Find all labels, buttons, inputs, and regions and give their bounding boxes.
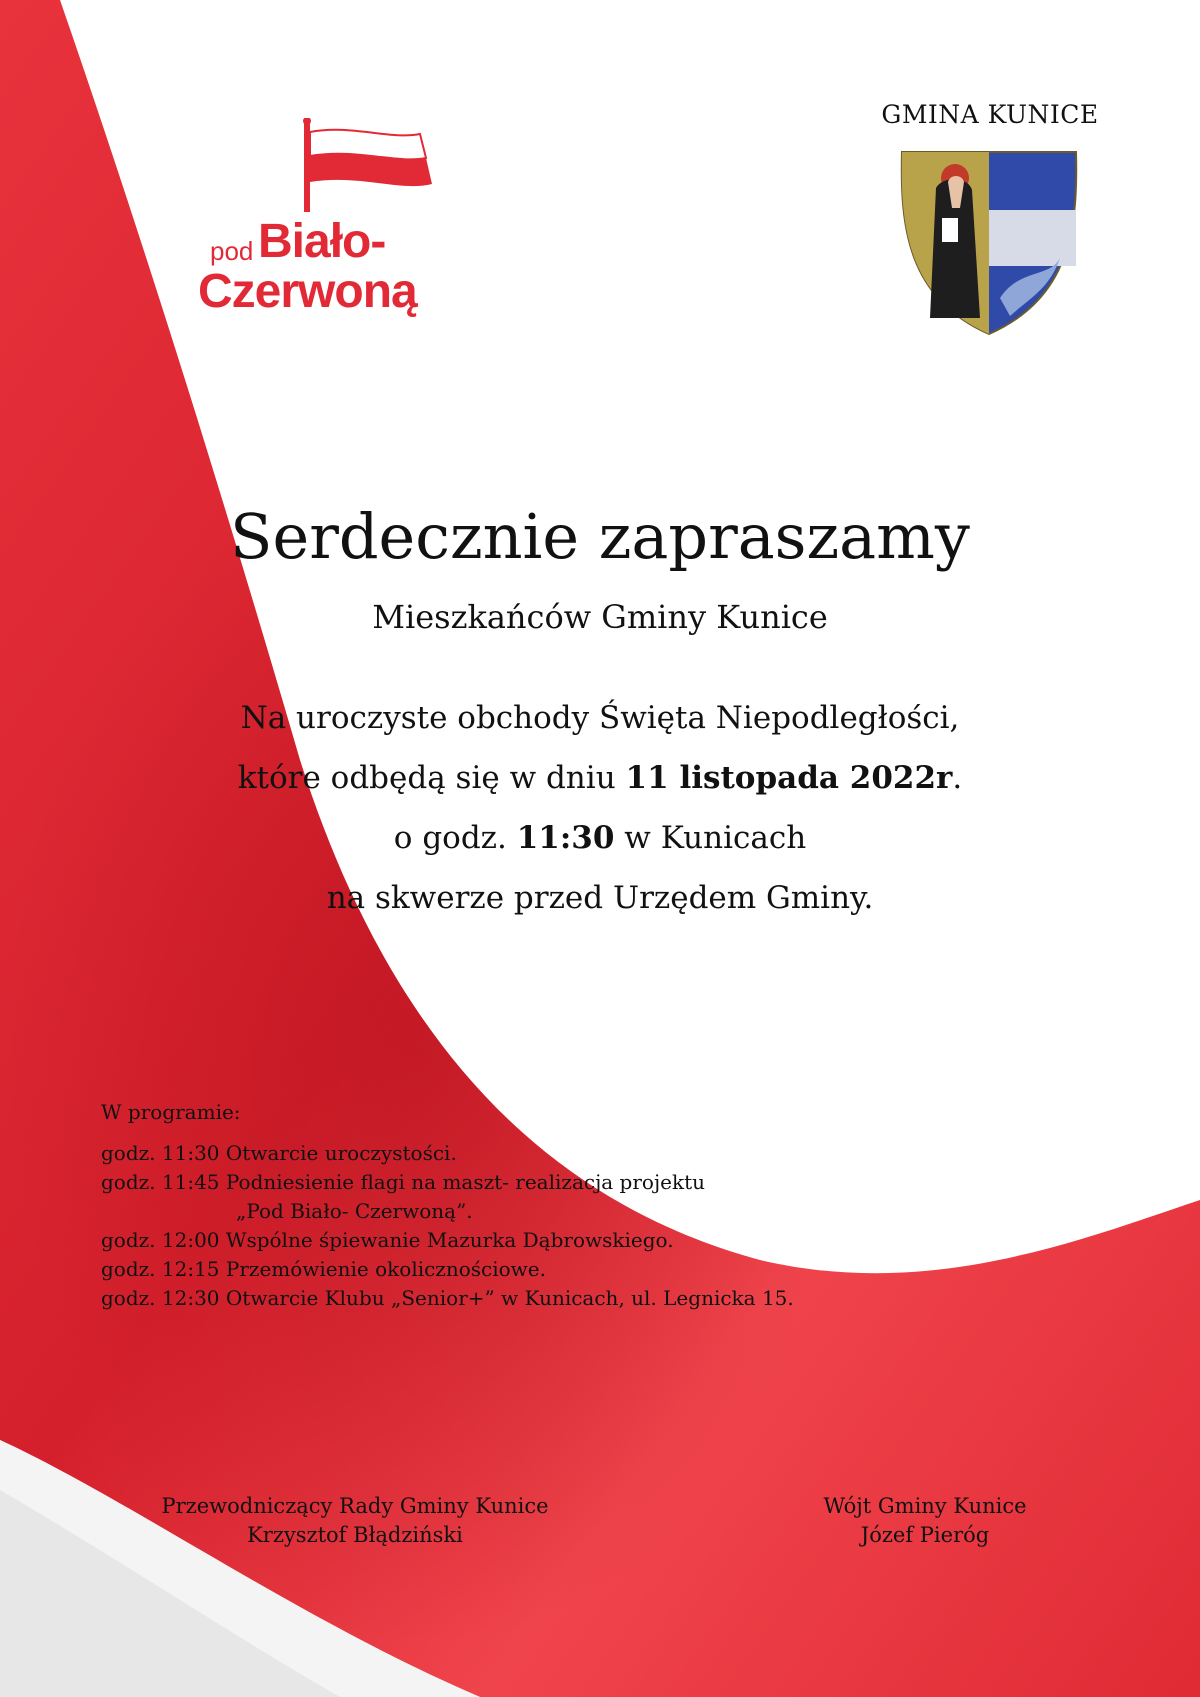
signature-name: Krzysztof Błądziński bbox=[247, 1523, 463, 1547]
signature-mayor bbox=[790, 1492, 1060, 1550]
date-prefix: które odbędą się w dniu bbox=[237, 760, 626, 796]
program-item: godz. 12:30 Otwarcie Klubu „Senior+” w Kunicach, ul. Legnicka 15. bbox=[101, 1286, 794, 1310]
date-suffix: . bbox=[952, 760, 963, 796]
logo-pod-text: pod bbox=[210, 236, 254, 266]
signature-council-chair bbox=[140, 1492, 570, 1550]
flag-icon bbox=[300, 118, 440, 213]
subheadline: Mieszkańców Gminy Kunice bbox=[372, 598, 828, 636]
signature-role: Wójt Gminy Kunice bbox=[823, 1494, 1027, 1518]
invitation-line-1: Na uroczyste obchody Święta Niepodległości, bbox=[240, 700, 960, 736]
event-date: 11 listopada 2022r bbox=[625, 760, 953, 796]
time-suffix: w Kunicach bbox=[614, 820, 807, 856]
signature-name: Józef Pieróg bbox=[860, 1523, 990, 1547]
program-item: godz. 11:45 Podniesienie flagi na maszt- realizacja projektu bbox=[101, 1170, 706, 1194]
invitation-line-4: na skwerze przed Urzędem Gminy. bbox=[326, 880, 874, 916]
pod-bialo-czerwona-logo bbox=[200, 118, 460, 338]
program-section bbox=[101, 1098, 1001, 1313]
program-title: W programie: bbox=[101, 1100, 241, 1124]
invitation-line-2 bbox=[0, 760, 1200, 796]
coat-of-arms-icon bbox=[900, 148, 1078, 338]
invitation-line-3 bbox=[0, 820, 1200, 856]
logo-bialo-text: Biało- bbox=[258, 215, 386, 268]
program-item: godz. 12:00 Wspólne śpiewanie Mazurka Dąbrowskiego. bbox=[101, 1228, 674, 1252]
event-time: 11:30 bbox=[516, 820, 615, 856]
signature-role: Przewodniczący Rady Gminy Kunice bbox=[161, 1494, 549, 1518]
logo-czerwona-text: Czerwoną bbox=[198, 265, 417, 318]
program-item: godz. 12:15 Przemówienie okolicznościowe. bbox=[101, 1257, 546, 1281]
gmina-label: GMINA KUNICE bbox=[881, 100, 1099, 129]
program-item: godz. 11:30 Otwarcie uroczystości. bbox=[101, 1141, 457, 1165]
headline: Serdecznie zapraszamy bbox=[230, 500, 970, 573]
program-item-continuation: „Pod Biało- Czerwoną”. bbox=[236, 1199, 473, 1223]
time-prefix: o godz. bbox=[393, 820, 517, 856]
